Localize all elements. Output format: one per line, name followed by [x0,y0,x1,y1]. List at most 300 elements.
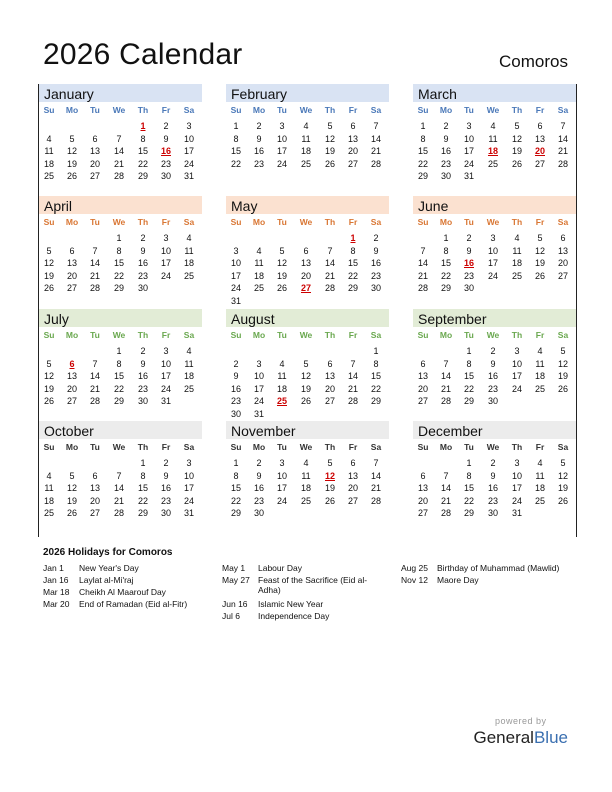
day-cell: 21 [113,158,124,169]
day-cell: 24 [511,495,522,506]
holiday-day-cell: 1 [350,233,356,243]
day-cell: 23 [440,158,451,169]
day-cell: 20 [417,383,428,394]
holiday-row [222,611,372,623]
day-cell: 23 [160,495,171,506]
day-cell: 2 [163,121,169,131]
day-cell: 26 [43,396,54,407]
day-cell: 7 [116,470,122,481]
day-cell: 7 [327,245,333,256]
day-cell: 9 [466,245,472,256]
month-december [413,421,576,534]
weekday-label: Sa [557,330,569,340]
weekday-label: Fr [161,105,171,115]
brand-logo[interactable] [473,716,568,748]
holiday-row [43,587,193,599]
holiday-day-cell: 16 [160,146,171,157]
day-cell: 8 [443,245,449,256]
day-cell: 7 [373,121,379,131]
day-cell: 29 [463,396,474,407]
day-cell: 6 [303,245,309,256]
weekday-label: Tu [464,105,474,115]
day-cell: 26 [66,508,77,519]
day-cell: 6 [69,245,75,256]
day-cell: 3 [514,458,520,468]
day-cell: 2 [256,458,262,468]
month-january [39,84,202,197]
day-cell: 6 [420,358,426,369]
day-cell: 25 [43,508,54,519]
day-cell: 28 [89,283,100,294]
day-cell: 15 [113,258,124,269]
day-cell: 11 [184,245,194,256]
brand-blue: Blue [533,728,568,747]
weekday-label: Fr [535,217,545,227]
day-cell: 12 [43,258,54,269]
month-september [413,309,576,422]
day-cell: 1 [466,346,472,356]
weekday-label: Su [417,217,429,227]
weekday-label: Th [511,442,523,452]
weekday-label: Fr [348,330,358,340]
day-cell: 29 [137,508,148,519]
day-cell: 16 [160,483,171,494]
holiday-date: Nov 12 [401,575,428,585]
day-cell: 13 [347,470,358,481]
day-cell: 26 [276,283,287,294]
day-cell: 13 [557,245,568,256]
weekday-label: Su [43,217,55,227]
powered-by-text: powered by [494,716,547,726]
day-cell: 24 [230,283,241,294]
day-cell: 5 [279,245,285,256]
day-cell: 5 [69,133,75,144]
day-cell: 3 [279,121,285,131]
day-cell: 13 [347,133,358,144]
day-cell: 23 [370,270,381,281]
day-cell: 6 [350,121,356,131]
day-cell: 2 [490,458,496,468]
day-cell: 27 [347,495,358,506]
day-cell: 25 [183,383,194,394]
month-name: January [44,86,94,102]
holiday-row [222,575,372,599]
day-cell: 16 [137,371,148,382]
day-cell: 26 [557,495,568,506]
weekday-label: Tu [277,330,287,340]
weekday-label: Su [417,105,429,115]
day-cell: 16 [230,383,241,394]
day-cell: 4 [303,121,309,131]
holiday-name: Birthday of Muhammad (Mawlid) [437,563,560,573]
day-cell: 19 [276,270,287,281]
day-cell: 21 [89,383,100,394]
day-cell: 10 [276,470,287,481]
holiday-name: Cheikh Al Maarouf Day [79,587,166,597]
day-cell: 7 [443,358,449,369]
day-cell: 26 [557,383,568,394]
day-cell: 31 [511,508,522,519]
day-cell: 29 [417,171,428,182]
month-name: June [418,198,449,214]
weekday-label: Mo [252,330,266,340]
day-cell: 10 [183,133,194,144]
month-name: September [418,311,487,327]
holiday-day-cell: 20 [534,146,545,157]
day-cell: 17 [511,483,522,494]
weekday-label: Su [43,105,55,115]
day-cell: 27 [417,396,428,407]
day-cell: 12 [276,258,287,269]
day-cell: 2 [140,233,146,243]
day-cell: 29 [440,283,451,294]
month-may [226,196,389,309]
day-cell: 14 [89,371,100,382]
day-cell: 22 [370,383,381,394]
day-cell: 5 [303,358,309,369]
weekday-label: Tu [277,442,287,452]
day-cell: 15 [463,371,474,382]
day-cell: 7 [443,470,449,481]
day-cell: 17 [276,483,287,494]
day-cell: 14 [324,258,335,269]
holiday-date: Jan 16 [43,575,69,585]
day-cell: 5 [46,245,52,256]
day-cell: 31 [230,296,241,306]
weekday-label: Sa [557,442,569,452]
day-cell: 25 [253,283,264,294]
day-cell: 8 [373,358,379,369]
day-cell: 2 [443,121,449,131]
day-cell: 15 [370,371,381,382]
day-cell: 25 [300,495,311,506]
day-cell: 7 [373,458,379,468]
day-cell: 20 [347,483,358,494]
day-cell: 4 [303,458,309,468]
day-cell: 30 [370,283,381,294]
day-cell: 10 [276,133,287,144]
month-header [39,421,202,439]
day-cell: 4 [186,233,192,243]
weekday-label: Th [137,330,149,340]
day-cell: 14 [440,483,451,494]
day-cell: 3 [279,458,285,468]
day-cell: 30 [137,396,148,407]
holiday-date: May 27 [222,575,250,585]
day-cell: 21 [113,495,124,506]
weekday-label: Fr [348,442,358,452]
day-cell: 4 [279,358,285,369]
weekday-label: Su [230,330,242,340]
day-cell: 20 [89,158,100,169]
day-cell: 21 [347,383,358,394]
day-cell: 21 [557,146,568,157]
holiday-column [43,563,193,611]
day-cell: 28 [370,495,381,506]
day-cell: 18 [300,483,311,494]
day-cell: 13 [66,371,77,382]
month-header [39,84,202,102]
day-cell: 7 [92,245,98,256]
day-cell: 23 [230,396,241,407]
month-name: December [418,423,483,439]
day-cell: 19 [557,371,568,382]
holiday-name: End of Ramadan (Eid al-Fitr) [79,599,188,609]
day-cell: 8 [140,470,146,481]
holiday-row [43,599,193,611]
day-cell: 17 [463,146,474,157]
holiday-date: Jan 1 [43,563,64,573]
day-cell: 10 [511,470,522,481]
day-cell: 3 [514,346,520,356]
day-cell: 13 [417,483,428,494]
day-cell: 18 [511,258,522,269]
day-cell: 27 [66,283,77,294]
day-cell: 4 [537,346,543,356]
weekday-label: We [299,330,313,340]
day-cell: 31 [183,508,194,519]
day-cell: 2 [490,346,496,356]
month-header [226,196,389,214]
holiday-column [222,563,372,623]
weekday-label: Sa [183,105,195,115]
day-cell: 22 [230,495,241,506]
month-header [413,309,576,327]
day-cell: 22 [463,383,474,394]
day-cell: 23 [487,383,498,394]
weekday-label: Tu [90,330,100,340]
day-cell: 22 [347,270,358,281]
weekday-label: Sa [183,330,195,340]
day-cell: 29 [370,396,381,407]
day-cell: 15 [347,258,358,269]
page-title: 2026 Calendar [43,38,243,71]
day-cell: 2 [233,358,239,369]
day-cell: 11 [535,358,545,369]
day-cell: 13 [89,483,100,494]
day-cell: 20 [417,495,428,506]
day-cell: 17 [160,258,171,269]
day-cell: 3 [163,346,169,356]
day-cell: 31 [463,171,474,182]
day-cell: 22 [113,270,124,281]
day-cell: 22 [463,495,474,506]
holiday-column [401,563,569,587]
holiday-day-cell: 25 [276,396,287,407]
day-cell: 24 [183,495,194,506]
weekday-label: Fr [161,217,171,227]
weekday-label: Th [137,442,149,452]
day-cell: 21 [370,146,381,157]
weekday-label: We [112,442,126,452]
weekday-label: Mo [252,105,266,115]
day-cell: 1 [233,458,239,468]
day-cell: 19 [324,146,335,157]
day-cell: 6 [92,133,98,144]
day-cell: 7 [560,121,566,131]
weekday-label: Th [324,217,336,227]
day-cell: 7 [350,358,356,369]
weekday-label: We [299,442,313,452]
day-cell: 16 [487,483,498,494]
day-cell: 24 [276,158,287,169]
day-cell: 16 [370,258,381,269]
weekday-label: Th [137,105,149,115]
day-cell: 19 [66,495,77,506]
weekday-label: Mo [439,105,453,115]
day-cell: 18 [43,495,54,506]
day-cell: 11 [44,483,54,494]
day-cell: 20 [557,258,568,269]
holiday-date: Jun 16 [222,599,248,609]
day-cell: 30 [487,396,498,407]
month-header [226,84,389,102]
day-cell: 12 [511,133,522,144]
day-cell: 17 [511,371,522,382]
day-cell: 11 [535,470,545,481]
day-cell: 4 [537,458,543,468]
weekday-label: Su [43,442,55,452]
month-june [413,196,576,309]
day-cell: 15 [113,371,124,382]
weekday-label: Tu [464,217,474,227]
holiday-date: Mar 20 [43,599,70,609]
weekday-label: Su [230,442,242,452]
day-cell: 16 [253,483,264,494]
day-cell: 15 [463,483,474,494]
day-cell: 15 [440,258,451,269]
month-header [226,309,389,327]
day-cell: 29 [347,283,358,294]
day-cell: 2 [256,121,262,131]
day-cell: 6 [350,458,356,468]
day-cell: 30 [463,283,474,294]
day-cell: 14 [557,133,568,144]
day-cell: 13 [66,258,77,269]
day-cell: 4 [256,245,262,256]
day-cell: 16 [253,146,264,157]
holiday-day-cell: 16 [463,258,474,269]
day-cell: 5 [560,346,566,356]
day-cell: 23 [160,158,171,169]
day-cell: 18 [534,483,545,494]
weekday-label: Fr [535,330,545,340]
calendar-grid [38,84,577,537]
weekday-label: Fr [535,105,545,115]
day-cell: 3 [256,358,262,369]
weekday-label: Tu [464,442,474,452]
month-header [413,421,576,439]
day-cell: 14 [417,258,428,269]
day-cell: 9 [233,371,239,382]
day-cell: 18 [253,270,264,281]
month-name: May [231,198,258,214]
weekday-label: Sa [370,105,382,115]
day-cell: 25 [300,158,311,169]
day-cell: 12 [557,470,568,481]
weekday-label: Sa [183,217,195,227]
day-cell: 25 [183,270,194,281]
day-cell: 8 [350,245,356,256]
weekday-label: Th [324,330,336,340]
day-cell: 21 [370,483,381,494]
day-cell: 17 [183,483,194,494]
day-cell: 11 [301,133,311,144]
holiday-name: Feast of the Sacrifice (Eid al-Adha) [258,575,368,595]
holiday-day-cell: 18 [487,146,498,157]
day-cell: 19 [557,483,568,494]
day-cell: 28 [89,396,100,407]
day-cell: 30 [253,508,264,519]
day-cell: 1 [116,346,122,356]
month-april [39,196,202,309]
day-cell: 13 [300,258,311,269]
day-cell: 10 [230,258,241,269]
weekday-label: Fr [161,442,171,452]
holiday-row [222,599,372,611]
month-header [413,196,576,214]
day-cell: 15 [137,146,148,157]
day-cell: 12 [557,358,568,369]
month-july [39,309,202,422]
day-cell: 30 [440,171,451,182]
day-cell: 29 [137,171,148,182]
weekday-label: Mo [252,442,266,452]
holiday-row [43,575,193,587]
day-cell: 5 [537,233,543,243]
weekday-label: Tu [90,217,100,227]
day-cell: 18 [534,371,545,382]
day-cell: 9 [140,245,146,256]
day-cell: 18 [183,258,194,269]
weekday-label: We [299,217,313,227]
day-cell: 1 [233,121,239,131]
day-cell: 2 [466,233,472,243]
day-cell: 26 [300,396,311,407]
day-cell: 14 [113,483,124,494]
month-name: July [44,311,69,327]
day-cell: 25 [43,171,54,182]
weekday-label: Tu [90,105,100,115]
day-cell: 12 [66,483,77,494]
day-cell: 21 [440,383,451,394]
holiday-day-cell: 1 [140,121,146,131]
day-cell: 14 [440,371,451,382]
holiday-name: New Year's Day [79,563,139,573]
holiday-name: Maore Day [437,575,479,585]
month-name: March [418,86,457,102]
day-cell: 5 [69,470,75,481]
day-cell: 22 [113,383,124,394]
country-name: Comoros [499,52,568,71]
brand-general: General [473,728,534,747]
weekday-label: Sa [370,330,382,340]
day-cell: 17 [160,371,171,382]
day-cell: 27 [534,158,545,169]
day-cell: 2 [373,233,379,243]
day-cell: 28 [557,158,568,169]
day-cell: 9 [256,133,262,144]
weekday-label: Th [511,330,523,340]
day-cell: 22 [230,158,241,169]
day-cell: 21 [89,270,100,281]
day-cell: 15 [230,146,241,157]
day-cell: 22 [440,270,451,281]
day-cell: 26 [324,158,335,169]
day-cell: 24 [487,270,498,281]
day-cell: 19 [300,383,311,394]
day-cell: 17 [230,270,241,281]
